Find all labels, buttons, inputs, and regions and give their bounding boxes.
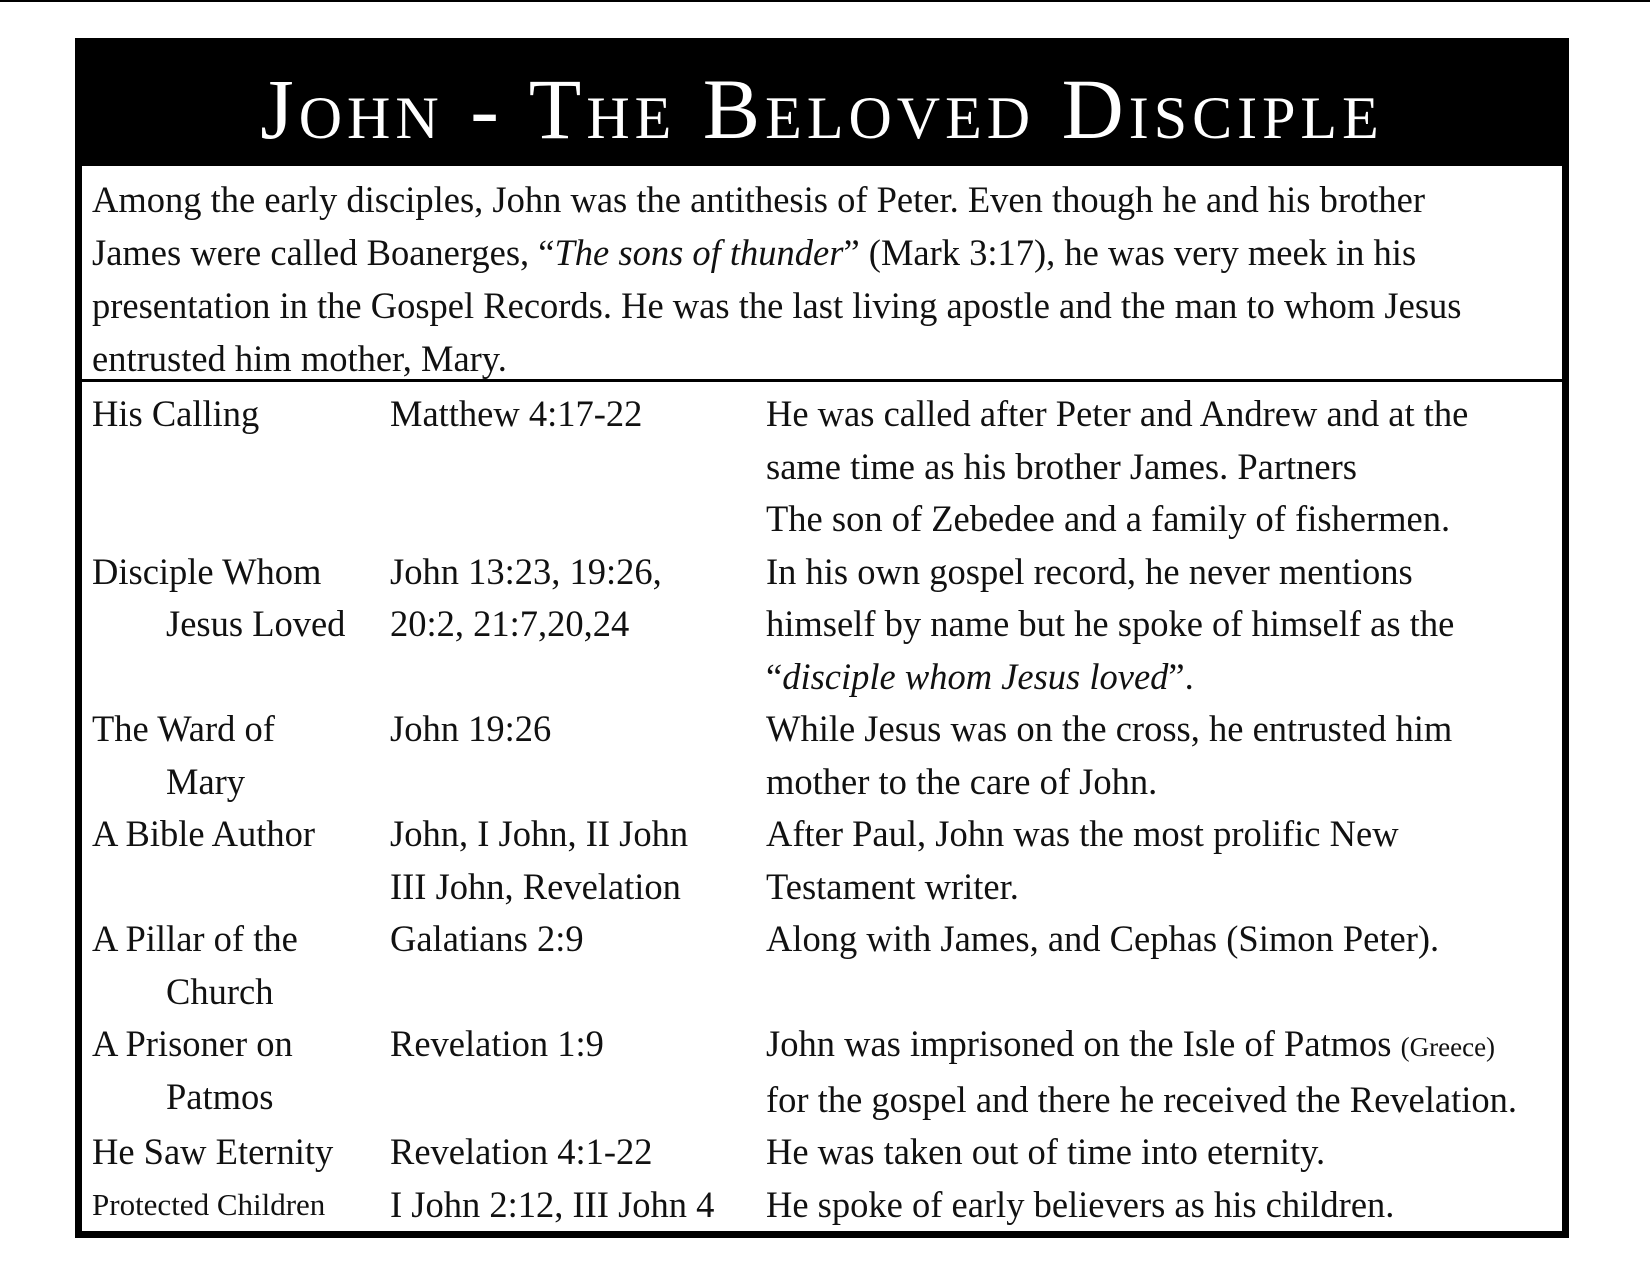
reference-cell	[390, 703, 766, 808]
reference-text: Revelation 1:9	[390, 1023, 604, 1064]
description-text: He was taken out of time into eternity.	[766, 1131, 1326, 1172]
table-row	[92, 913, 1558, 1018]
description-cell	[766, 808, 1558, 913]
reference-cell	[390, 1018, 766, 1126]
topic-cell	[92, 1126, 390, 1179]
reference-text: John 19:26	[390, 708, 552, 749]
table-row	[92, 1018, 1558, 1126]
topic-cell	[92, 546, 390, 704]
reference-cell	[390, 388, 766, 546]
reference-text: 20:2, 21:7,20,24	[390, 603, 630, 644]
topic-text: His Calling	[92, 393, 260, 434]
description-cell	[766, 1179, 1558, 1232]
description-cell	[766, 1018, 1558, 1126]
topic-text: Patmos	[166, 1075, 274, 1117]
reference-text: III John, Revelation	[390, 865, 681, 907]
topic-cell	[92, 388, 390, 546]
description-text: In his own gospel record, he never mentions	[766, 550, 1413, 592]
table-row	[92, 1126, 1558, 1179]
description-cell	[766, 1126, 1558, 1179]
reference-cell	[390, 913, 766, 1018]
topic-text: A Bible Author	[92, 813, 316, 854]
description-text: After Paul, John was the most prolific New	[766, 813, 1399, 854]
description-text: John was imprisoned on the Isle of Patmos	[766, 1023, 1401, 1064]
intro-text: James were called Boanerges, “	[92, 232, 555, 273]
reference-cell	[390, 1126, 766, 1179]
description-cell	[766, 546, 1558, 704]
reference-text: Galatians 2:9	[390, 918, 584, 959]
reference-text: John 13:23, 19:26,	[390, 550, 662, 592]
intro-text: ” (Mark 3:17), he was very meek in his	[843, 232, 1417, 273]
description-text: himself by name but he spoke of himself as the	[766, 603, 1455, 644]
description-text: He was called after Peter and Andrew and at the	[766, 393, 1469, 434]
reference-cell	[390, 546, 766, 704]
table-row	[92, 703, 1558, 808]
topic-text: Disciple Whom	[92, 550, 322, 592]
description-text	[766, 651, 1558, 704]
top-rule	[0, 0, 1650, 2]
intro-line	[92, 226, 1552, 279]
table-row	[92, 808, 1558, 913]
reference-text: I John 2:12, III John 4	[390, 1183, 715, 1225]
intro-line: entrusted him mother, Mary.	[92, 338, 507, 379]
description-cell	[766, 388, 1558, 546]
reference-cell	[390, 1179, 766, 1232]
topic-cell	[92, 1018, 390, 1126]
table-row	[92, 1179, 1558, 1232]
topic-text: Mary	[166, 760, 246, 802]
topic-text: Jesus Loved	[166, 603, 346, 644]
reference-text: Revelation 4:1-22	[390, 1131, 653, 1172]
table-row	[92, 546, 1558, 704]
reference-text: John, I John, II John	[390, 813, 689, 854]
section-divider	[82, 379, 1562, 382]
description-cell	[766, 913, 1558, 1018]
topic-text: Church	[166, 970, 274, 1012]
description-text: Along with James, and Cephas (Simon Peter).	[766, 918, 1440, 959]
topic-text: A Pillar of the	[92, 918, 298, 959]
description-cell	[766, 703, 1558, 808]
description-text: Testament writer.	[766, 865, 1019, 907]
location-note: (Greece)	[1400, 1032, 1496, 1062]
intro-line: presentation in the Gospel Records. He was the last living apostle and the man to whom Jesus	[92, 285, 1462, 326]
description-text: The son of Zebedee and a family of fishermen.	[766, 498, 1451, 539]
page-frame	[75, 38, 1569, 1238]
reference-text: Matthew 4:17-22	[390, 393, 643, 434]
description-text: While Jesus was on the cross, he entrusted him	[766, 708, 1453, 749]
description-text: for the gospel and there he received the Revelation.	[766, 1078, 1517, 1120]
description-text	[766, 1018, 1558, 1074]
title-bar	[82, 45, 1562, 166]
description-text: ”.	[1168, 655, 1194, 697]
topic-cell	[92, 1179, 390, 1232]
description-text: same time as his brother James. Partners	[766, 445, 1357, 487]
facts-table	[92, 388, 1558, 1231]
topic-text: A Prisoner on	[92, 1023, 293, 1064]
description-quote: disciple whom Jesus loved	[782, 655, 1169, 697]
description-text: “	[766, 655, 783, 697]
reference-cell	[390, 808, 766, 913]
topic-cell	[92, 703, 390, 808]
intro-paragraph	[92, 173, 1552, 385]
topic-text: He Saw Eternity	[92, 1131, 334, 1172]
intro-quote: The sons of thunder	[554, 232, 844, 273]
description-text: He spoke of early believers as his children.	[766, 1183, 1395, 1225]
table-row	[92, 388, 1558, 546]
intro-line: Among the early disciples, John was the antithesis of Peter. Even though he and his brother	[92, 179, 1425, 220]
description-text: mother to the care of John.	[766, 760, 1158, 802]
topic-cell	[92, 808, 390, 913]
topic-text: The Ward of	[92, 708, 275, 749]
topic-text: Protected Children	[92, 1186, 326, 1222]
topic-cell	[92, 913, 390, 1018]
page-title: John - The Beloved Disciple	[260, 60, 1384, 157]
